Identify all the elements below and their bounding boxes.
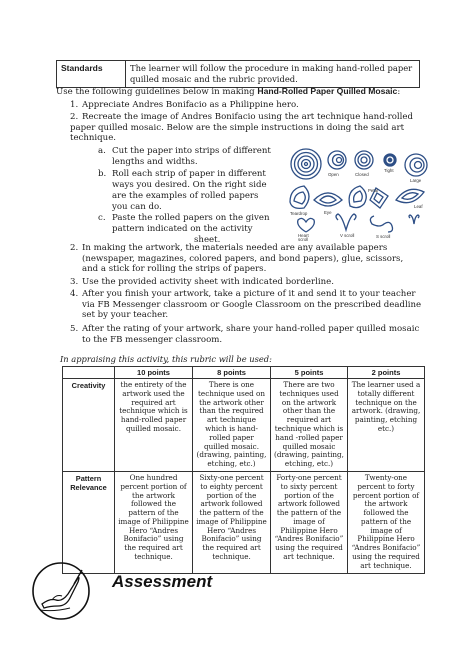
- teardrop-shape-inner: [294, 192, 305, 204]
- rubric-caption: In appraising this activity, this rubric will be used:: [60, 354, 272, 364]
- rubric-cell: Forty-one percent to sixty percent portion of the artwork followed the pattern of the image of Philippine Hero “Andres Bonifacio” using the required art technique.: [271, 471, 348, 573]
- step-text-line: via FB Messenger classroom or Google Classroom on the prescribed deadline: [82, 299, 422, 310]
- standards-table: [56, 60, 420, 88]
- rubric-cell: Twenty-one percent to forty percent portion of the artwork followed the pattern of the image of Philippine Hero “Andres Bonifacio” using the required art technique.: [348, 471, 425, 573]
- rubric-row-creativity: [63, 379, 425, 472]
- intro-suffix: :: [397, 87, 401, 97]
- step-text: [82, 324, 440, 345]
- label-large: Large: [410, 178, 422, 183]
- label-eye: Eye: [324, 210, 332, 215]
- step-text: Use the provided activity sheet with indicated borderline.: [82, 277, 334, 287]
- teardrop-shape-icon: [290, 186, 309, 208]
- step-2: [70, 112, 440, 148]
- leaf-shape-inner: [402, 193, 418, 200]
- intro-prefix: Use the following guidelines below in making: [56, 87, 258, 97]
- rubric-header-cell: 2 points: [348, 367, 425, 379]
- standards-text: The learner will follow the procedure in making hand-rolled paper quilled mosaic and the rubric provided.: [126, 61, 420, 88]
- assessment-title: Assessment: [112, 572, 213, 591]
- step-text-line: In making the artwork, the materials needed are any available papers: [82, 243, 388, 253]
- small-v-scroll-icon: [409, 215, 419, 224]
- tight-coil-icon: [384, 154, 396, 166]
- s-scroll-icon: [370, 216, 392, 232]
- square-shape-inner: [374, 193, 383, 203]
- step-text-line: Recreate the image of Andres Bonifacio using the art technique hand-rolled: [82, 112, 413, 122]
- rubric-header-cell: 5 points: [271, 367, 348, 379]
- substep-marker: a.: [98, 146, 106, 156]
- step-text: Appreciate Andres Bonifacio as a Philippine hero.: [82, 100, 299, 110]
- step-text-line: set by your teacher.: [82, 310, 169, 321]
- guidelines-intro: [56, 86, 436, 98]
- step-number: 2.: [70, 112, 79, 122]
- step-text-line: to the FB messenger classroom.: [82, 334, 223, 345]
- intro-bold-title: Hand-Rolled Paper Quilled Mosaic: [257, 86, 398, 96]
- step-text-line: paper quilled mosaic. Below are the simple instructions in doing the said art: [70, 122, 405, 133]
- label-v-scroll: V scroll: [340, 233, 355, 238]
- substep-text-line: are the examples of rolled papers: [112, 191, 259, 201]
- substep-text-line: pattern indicated on the activity: [112, 224, 253, 234]
- eye-shape-inner: [320, 196, 336, 203]
- petal-shape-inner: [354, 191, 363, 202]
- step-text-line: After the rating of your artwork, share your hand-rolled paper quilled mosaic: [82, 324, 420, 334]
- step-text: [70, 112, 440, 144]
- step-number: 4.: [70, 289, 79, 299]
- step-text-line: and a stick for rolling the strips of papers.: [82, 264, 267, 275]
- heart-scroll-icon: [298, 218, 315, 232]
- label-teardrop: Teardrop: [290, 211, 308, 216]
- rubric-table: [62, 366, 425, 574]
- label-petal: Petal: [368, 188, 379, 193]
- petal-shape-icon: [349, 186, 366, 208]
- step-text: [82, 289, 440, 321]
- substep-text-line: you can do.: [112, 202, 162, 212]
- step-text: [82, 243, 440, 275]
- step-text-line: After you finish your artwork, take a picture of it and send it to your teacher: [82, 289, 416, 299]
- v-scroll-icon: [336, 214, 356, 230]
- rubric-cell: One hundred percent portion of the artwork followed the pattern of the image of Philippine Hero “Andres Bonifacio” using the required art technique.: [115, 471, 193, 573]
- label-heart: Heart: [298, 233, 309, 238]
- rubric-criterion: Creativity: [63, 379, 115, 472]
- open-coil-icon: [328, 151, 346, 169]
- substep-text-line: Roll each strip of paper in different: [112, 169, 266, 179]
- rubric-cell: Sixty-one percent to eighty percent portion of the artwork followed the pattern of the image of Philippine Hero “Andres Bonifacio” using the required art technique.: [193, 471, 271, 573]
- substep-marker: c.: [98, 213, 106, 223]
- substep-text-line: sheet.: [194, 235, 221, 245]
- step-text-line: (newspaper, magazines, colored papers, and bond papers), glue, scissors,: [82, 253, 404, 264]
- rubric-header-cell: 10 points: [115, 367, 193, 379]
- substep-marker: b.: [98, 169, 107, 179]
- large-spiral-icon: [291, 149, 321, 179]
- label-scroll: scroll: [298, 237, 309, 242]
- rubric-cell: The learner used a totally different technique on the artwork. (drawing, painting, etching etc.): [348, 379, 425, 472]
- rubric-cell: There is one technique used on the artwork other than the required art technique which is hand-rolled paper quilled mosaic. (drawing, painting, etching, etc.): [193, 379, 271, 472]
- substep-text-line: Paste the rolled papers on the given: [112, 213, 270, 223]
- label-open: Open: [328, 172, 339, 177]
- label-s-scroll: S scroll: [376, 234, 391, 239]
- step-number: 3.: [70, 277, 79, 287]
- rubric-row-pattern-relevance: [63, 471, 425, 573]
- label-leaf: Leaf: [414, 204, 423, 209]
- rubric-header-cell: 8 points: [193, 367, 271, 379]
- rubric-cell: There are two techniques used on the artwork other than the required art technique which is hand -rolled paper quilled mosaic (drawing, painting, etching, etc.): [271, 379, 348, 472]
- step-text-line: technique.: [70, 133, 117, 144]
- quilling-shapes-illustration: [284, 146, 430, 242]
- rubric-criterion: Pattern Relevance: [63, 471, 115, 573]
- label-tight: Tight: [384, 168, 394, 173]
- closed-coil-icon: [355, 151, 373, 169]
- rubric-header-row: [63, 367, 425, 379]
- step-number: 2.: [70, 243, 79, 253]
- large-coil-icon: [405, 154, 427, 176]
- substep-text-line: ways you desired. On the right side: [112, 180, 267, 190]
- standards-label: Standards: [57, 61, 126, 88]
- label-closed: Closed: [355, 172, 369, 177]
- eye-shape-icon: [314, 193, 342, 206]
- rubric-header-cell: [63, 367, 115, 379]
- substep-text-line: Cut the paper into strips of different: [112, 146, 271, 156]
- step-number: 1.: [70, 100, 79, 110]
- step-number: 5.: [70, 324, 79, 334]
- substep-text-line: lengths and widths.: [112, 157, 198, 167]
- rubric-cell: the entirety of the artwork used the required art technique which is hand-rolled paper quilled mosaic.: [115, 379, 193, 472]
- leaf-shape-icon: [396, 189, 424, 202]
- hand-writing-quill-icon: [30, 560, 92, 622]
